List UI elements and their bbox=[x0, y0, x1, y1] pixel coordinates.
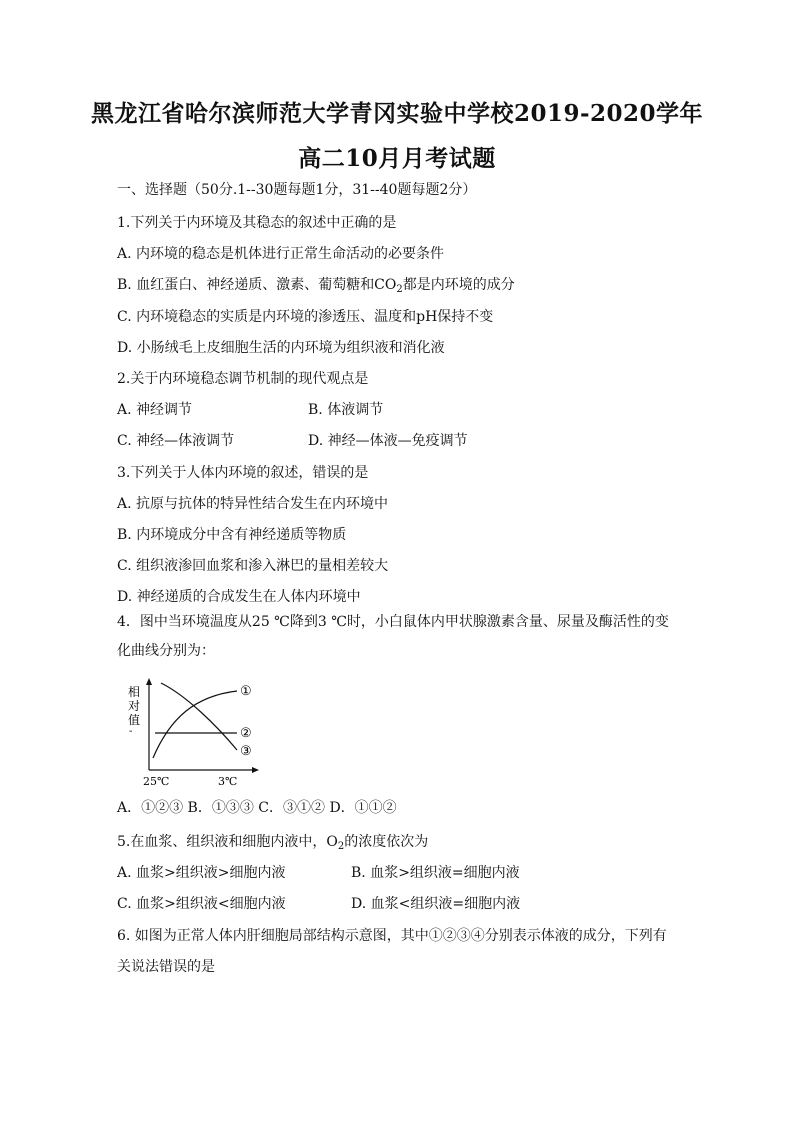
q2-option-c: C. 神经—体液调节 bbox=[117, 433, 235, 449]
q4-figure bbox=[125, 678, 260, 793]
q3-stem: 3.下列关于人体内环境的叙述，错误的是 bbox=[117, 465, 369, 481]
figure-curve-label-1: ① bbox=[240, 684, 252, 699]
q1-option-c: C. 内环境稳态的实质是内环境的渗透压、温度和pH保持不变 bbox=[117, 309, 494, 325]
q5-option-a: A. 血浆>组织液>细胞内液 bbox=[117, 865, 286, 881]
q4-stem-line1: 4．图中当环境温度从25 ℃降到3 ℃时，小白鼠体内甲状腺激素含量、尿量及酶活性的变 bbox=[117, 614, 669, 630]
q2-option-b: B. 体液调节 bbox=[308, 402, 384, 418]
exam-title-line1: 黑龙江省哈尔滨师范大学青冈实验中学校2019-2020学年 bbox=[90, 100, 704, 127]
figure-y-axis-arrow bbox=[146, 678, 152, 685]
figure-ylabel-char-1: 相 bbox=[128, 685, 141, 699]
q1-option-d: D. 小肠绒毛上皮细胞生活的内环境为组织液和消化液 bbox=[117, 340, 445, 356]
figure-x-start-label: 25℃ bbox=[143, 775, 170, 788]
exam-title-line2: 高二10月月考试题 bbox=[298, 145, 496, 172]
figure-ylabel-char-4: - bbox=[129, 726, 133, 737]
q1-option-b-subscript: 2 bbox=[396, 284, 403, 295]
q1-option-b bbox=[117, 276, 515, 294]
q3-option-b: B. 内环境成分中含有神经递质等物质 bbox=[117, 527, 347, 543]
figure-ylabel-char-2: 对 bbox=[128, 699, 141, 713]
figure-curve-label-2: ② bbox=[240, 726, 252, 741]
q3-option-a: A. 抗原与抗体的特异性结合发生在内环境中 bbox=[117, 496, 389, 512]
q5-stem-subscript: 2 bbox=[337, 841, 345, 852]
q6-stem-line2: 关说法错误的是 bbox=[117, 959, 215, 975]
q1-option-b-tail: 都是内环境的成分 bbox=[402, 277, 515, 293]
figure-ylabel-char-3: 值 bbox=[128, 713, 141, 727]
q5-option-d: D. 血浆<组织液=细胞内液 bbox=[351, 896, 521, 912]
figure-curve-1 bbox=[153, 691, 237, 758]
q4-stem-line2: 化曲线分别为： bbox=[117, 643, 215, 659]
section-heading: 一、选择题（50分.1--30题每题1分，31--40题每题2分） bbox=[117, 182, 477, 198]
q5-option-c: C. 血浆>组织液<细胞内液 bbox=[117, 896, 286, 912]
q2-stem: 2.关于内环境稳态调节机制的现代观点是 bbox=[117, 371, 369, 387]
q6-stem-line1: 6. 如图为正常人体内肝细胞局部结构示意图，其中①②③④分别表示体液的成分，下列有 bbox=[117, 928, 667, 944]
q5-stem-text: 5.在血浆、组织液和细胞内液中，O bbox=[117, 834, 338, 850]
figure-curve-label-3: ③ bbox=[240, 744, 252, 759]
q1-stem: 1.下列关于内环境及其稳态的叙述中正确的是 bbox=[117, 215, 397, 231]
q3-option-c: C. 组织液渗回血浆和渗入淋巴的量相差较大 bbox=[117, 558, 389, 574]
q5-option-b: B. 血浆>组织液=细胞内液 bbox=[351, 865, 520, 881]
figure-x-end-label: 3℃ bbox=[218, 775, 238, 788]
q2-option-a: A. 神经调节 bbox=[117, 402, 193, 418]
figure-x-axis-arrow bbox=[252, 767, 259, 773]
q4-options: A．①②③ B．①③③ C．③①② D．①①② bbox=[117, 800, 397, 816]
q4-figure-svg bbox=[125, 678, 260, 793]
q3-option-d: D. 神经递质的合成发生在人体内环境中 bbox=[117, 589, 361, 605]
q2-option-d: D. 神经—体液—免疫调节 bbox=[308, 433, 468, 449]
q1-option-b-text: B. 血红蛋白、神经递质、激素、葡萄糖和CO bbox=[117, 277, 397, 293]
q5-stem-tail: 的浓度依次为 bbox=[344, 834, 429, 850]
q1-option-a: A. 内环境的稳态是机体进行正常生命活动的必要条件 bbox=[117, 246, 445, 262]
q5-stem bbox=[117, 833, 428, 851]
